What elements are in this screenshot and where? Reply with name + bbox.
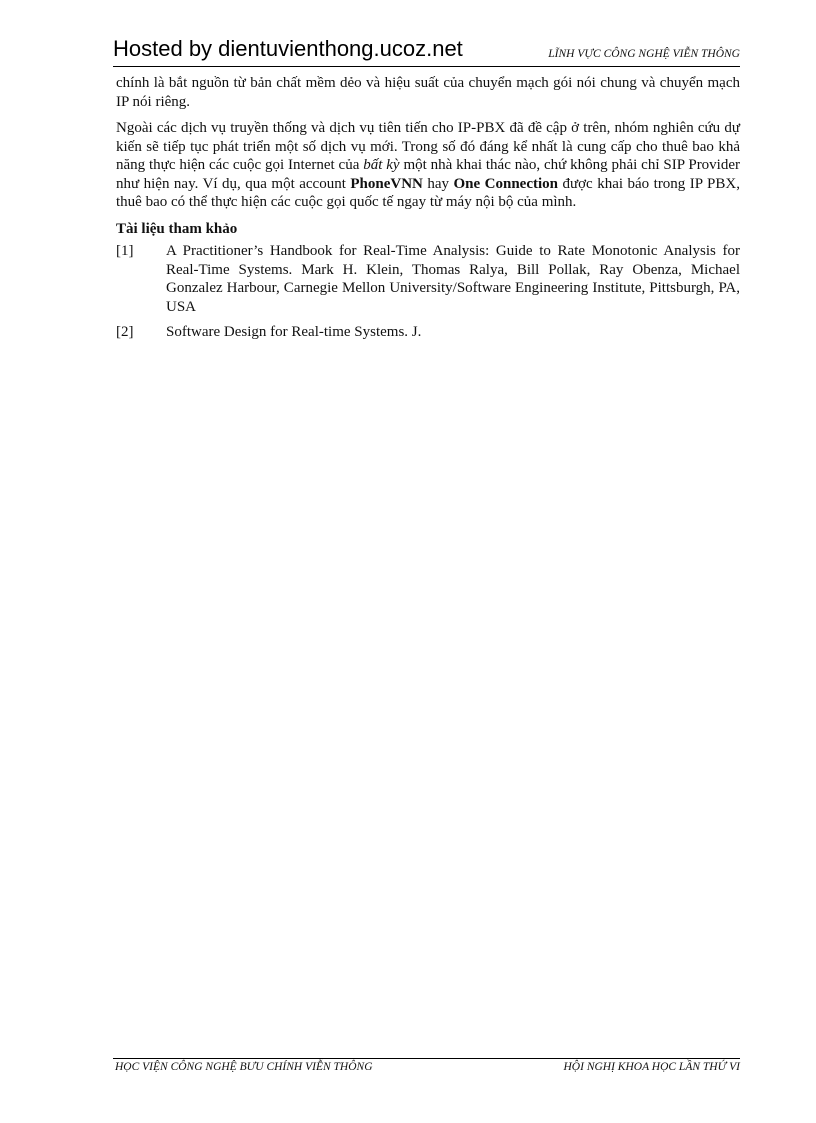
paragraph-2-bold-one-connection: One Connection [453, 175, 559, 192]
header-section-title: LĨNH VỰC CÔNG NGHỆ VIỄN THÔNG [548, 48, 740, 60]
footer-conference: HỘI NGHỊ KHOA HỌC LẦN THỨ VI [563, 1061, 740, 1073]
header-divider [113, 66, 740, 67]
paragraph-2-bold-phonevnn: PhoneVNN [350, 175, 423, 192]
paragraph-2-text-a: Ngoài các dịch vụ truyền thống và dịch vụ tiên tiến cho IP-PBX đã đề cập ở trên, nhóm nghiên cứu dự kiến sẽ tiếp tục phát triển một số dịch vụ mới. Trong số đó đáng kể nhất là cung cấp cho thuê bao khả năng thực hiện các cuộc gọi Internet của [116, 120, 740, 173]
paragraph-2-text-d: được khai báo trong IP PBX, thuê bao có thể thực hiện các cuộc gọi quốc tế ngay từ máy nội bộ của mình. [116, 175, 740, 210]
hosted-by-watermark: Hosted by dientuvienthong.ucoz.net [113, 36, 463, 61]
paragraph-2-text-b: một nhà khai thác nào, chứ không phải chỉ SIP Provider như hiện nay. Ví dụ, qua một account [116, 157, 741, 192]
reference-item [116, 323, 740, 342]
footer-institution: HỌC VIỆN CÔNG NGHỆ BƯU CHÍNH VIỄN THÔNG [115, 1061, 373, 1073]
footer-divider [113, 1058, 740, 1059]
paragraph-2-text-c: hay [422, 175, 454, 192]
document-body [116, 74, 740, 349]
reference-number: [2] [116, 324, 134, 340]
paragraph-1: chính là bắt nguồn từ bản chất mềm dẻo và hiệu suất của chuyển mạch gói nói chung và chuyển mạch IP nói riêng. [116, 75, 740, 110]
reference-number: [1] [116, 243, 134, 259]
reference-item [116, 242, 740, 316]
references-heading: Tài liệu tham khảo [116, 220, 238, 237]
reference-text: A Practitioner’s Handbook for Real-Time Analysis: Guide to Rate Monotonic Analysis for Real-Time Systems. Mark H. Klein, Thomas Ralya, Bill Pollak, Ray Obenza, Michael Gonzalez Harbour, Carnegie Mellon University/Software Engineering Institute, Pittsburgh, PA, USA [166, 243, 740, 315]
paragraph-2-emphasis: bất kỳ [363, 157, 400, 173]
reference-text: Software Design for Real-time Systems. J. [166, 324, 422, 340]
paragraph-2 [116, 119, 740, 212]
